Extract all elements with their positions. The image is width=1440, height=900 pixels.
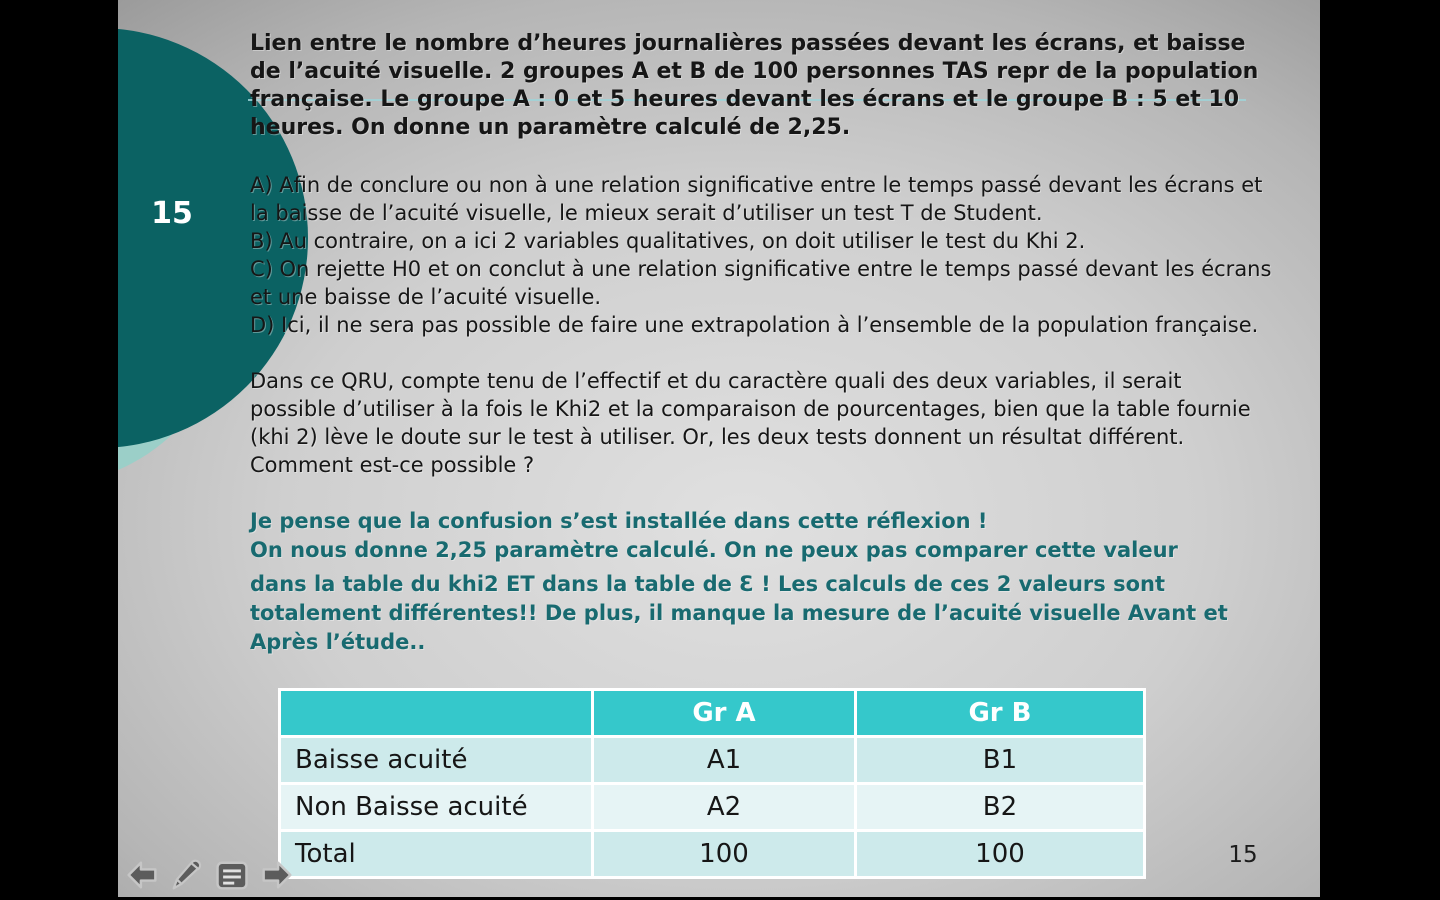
- contingency-table: [278, 688, 1146, 879]
- cell-gr-a: A1: [594, 738, 854, 782]
- question-title: Lien entre le nombre d’heures journalières passées devant les écrans, et baisse de l’acuité visuelle. 2 groupes A et B de 100 personnes TAS repr de la population française. Le groupe A : 0 et 5 heures devant les écrans et le groupe B : 5 et 10 heures. On donne un paramètre calculé de 2,25.: [250, 31, 1259, 140]
- next-slide-button[interactable]: [257, 855, 297, 895]
- pen-icon: [167, 855, 207, 895]
- notes-icon: [212, 855, 252, 895]
- table-row: [281, 832, 1143, 876]
- option-b: B) Au contraire, on a ici 2 variables qualitatives, on doit utiliser le test du Khi 2.: [250, 229, 1086, 253]
- table-header-gr-a: Gr A: [594, 691, 854, 735]
- row-label: Baisse acuité: [281, 738, 591, 782]
- commentary-line-1: Je pense que la confusion s’est installée dans cette réflexion !: [250, 509, 988, 533]
- answer-options: [250, 171, 1272, 339]
- row-label: Total: [281, 832, 591, 876]
- page-number: 15: [1228, 842, 1258, 868]
- cell-gr-b: B1: [857, 738, 1143, 782]
- cell-gr-a: A2: [594, 785, 854, 829]
- previous-slide-button[interactable]: [122, 855, 162, 895]
- cell-gr-a: 100: [594, 832, 854, 876]
- pen-tool-button[interactable]: [167, 855, 207, 895]
- option-c: C) On rejette H0 et on conclut à une relation significative entre le temps passé devant les écrans et une baisse de l’acuité visuelle.: [250, 257, 1272, 309]
- cell-gr-b: B2: [857, 785, 1143, 829]
- slide-content: [250, 30, 1272, 657]
- commentary-block: [250, 507, 1272, 657]
- arrow-left-icon: [122, 855, 162, 895]
- question-paragraph: Dans ce QRU, compte tenu de l’effectif et du caractère quali des deux variables, il serait possible d’utiliser à la fois le Khi2 et la comparaison de pourcentages, bien que la table fournie (khi 2) lève le doute sur le test à utiliser. Or, les deux tests donnent un résultat différent. Comment est-ce possible ?: [250, 369, 1251, 477]
- row-label: Non Baisse acuité: [281, 785, 591, 829]
- table-row: [281, 785, 1143, 829]
- arrow-right-icon: [257, 855, 297, 895]
- notes-button[interactable]: [212, 855, 252, 895]
- presentation-nav-toolbar: [122, 855, 297, 895]
- slide-number-badge: 15: [151, 196, 193, 231]
- table-header-gr-b: Gr B: [857, 691, 1143, 735]
- cell-gr-b: 100: [857, 832, 1143, 876]
- commentary-line-2: On nous donne 2,25 paramètre calculé. On ne peux pas comparer cette valeur: [250, 538, 1178, 562]
- table-header-row: [281, 691, 1143, 735]
- table-header-empty: [281, 691, 591, 735]
- table-row: [281, 738, 1143, 782]
- commentary-line-3: dans la table du khi2 ET dans la table de Ɛ ! Les calculs de ces 2 valeurs sont totalement différentes!! De plus, il manque la mesure de l’acuité visuelle Avant et Après l’étude..: [250, 572, 1228, 654]
- slide: [118, 0, 1320, 897]
- option-d: D) Ici, il ne sera pas possible de faire une extrapolation à l’ensemble de la population française.: [250, 313, 1259, 337]
- option-a: A) Afin de conclure ou non à une relation significative entre le temps passé devant les écrans et la baisse de l’acuité visuelle, le mieux serait d’utiliser un test T de Student.: [250, 173, 1263, 225]
